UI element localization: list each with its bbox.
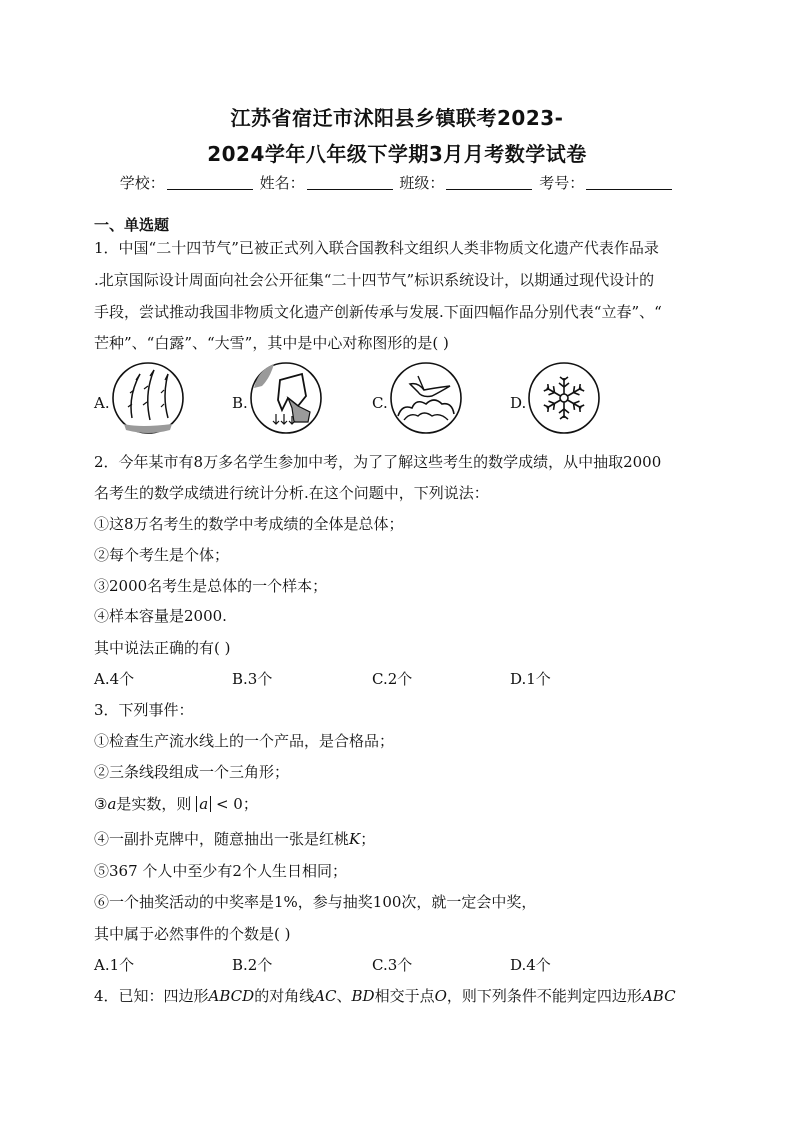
- q3-event: ②三条线段组成一个三角形；: [94, 763, 290, 781]
- q3-event3-text: 是实数，则: [116, 795, 192, 813]
- mangzhong-emblem-image[interactable]: [248, 360, 324, 436]
- name-label: 姓名：: [259, 174, 305, 192]
- q1-line: 手段，尝试推动我国非物质文化遗产创新传承与发展.下面四幅作品分别代表“立春”、“: [94, 303, 662, 321]
- q2-question: 其中说法正确的有( ): [94, 639, 231, 657]
- q4-text: 、: [336, 987, 352, 1005]
- q2-statement: ③2000名考生是总体的一个样本；: [94, 577, 328, 595]
- abs-variable: a: [199, 795, 209, 813]
- exam-number-label: 考号：: [539, 174, 585, 192]
- exam-number-blank[interactable]: [586, 175, 672, 190]
- q2-option-b[interactable]: B.3个: [232, 670, 273, 688]
- q2-statement: ②每个考生是个体；: [94, 546, 230, 564]
- lichun-emblem-image[interactable]: [110, 360, 186, 436]
- q3-event: ⑥一个抽奖活动的中奖率是1%，参与抽奖100次，就一定会中奖，: [94, 893, 537, 911]
- q1-line: 芒种”、“白露”、“大雪”，其中是中心对称图形的是( ): [94, 334, 449, 352]
- q3-option-a[interactable]: A.1个: [94, 956, 135, 974]
- q3-event4-text: ④一副扑克牌中，随意抽出一张是红桃: [94, 830, 350, 848]
- exam-title-line2: 2024学年八年级下学期3月月考数学试卷: [207, 142, 587, 166]
- q4-text: ，则下列条件不能判定四边形: [446, 987, 642, 1005]
- q3-event: [94, 794, 258, 814]
- class-blank[interactable]: [446, 175, 532, 190]
- q1-option-d-label: D.: [510, 394, 527, 412]
- q3-event4-suffix: ；: [360, 830, 376, 848]
- q4-text: 4．已知：四边形: [94, 987, 209, 1005]
- q4-point-o: O: [434, 987, 447, 1005]
- school-blank[interactable]: [167, 175, 253, 190]
- q4-diagonal-bd: BD: [351, 987, 375, 1005]
- q4-text: 的对角线: [254, 987, 315, 1005]
- name-blank[interactable]: [307, 175, 393, 190]
- q1-option-c-label: C.: [372, 394, 388, 412]
- q1-line: 1．中国“二十四节气”已被正式列入联合国教科文组织人类非物质文化遗产代表作品录: [94, 239, 659, 257]
- q3-event: ⑤367 个人中至少有2个人生日相同；: [94, 862, 347, 880]
- q2-option-d[interactable]: D.1个: [510, 670, 551, 688]
- student-info-row: [0, 172, 794, 193]
- q4-quadrilateral-var: ABCD: [208, 987, 255, 1005]
- q4-quadrilateral-var-truncated: ABC: [641, 987, 676, 1005]
- q3-option-d[interactable]: D.4个: [510, 956, 551, 974]
- daxue-snowflake-emblem-image[interactable]: [526, 360, 602, 436]
- q2-statement: ①这8万名考生的数学中考成绩的全体是总体；: [94, 515, 404, 533]
- bailu-emblem-image[interactable]: [388, 360, 464, 436]
- q2-line: 2．今年某市有8万多名学生参加中考，为了了解这些考生的数学成绩，从中抽取2000: [94, 453, 662, 471]
- q3-event4-variable: K: [349, 830, 361, 848]
- q3-intro: 3．下列事件：: [94, 701, 194, 719]
- class-label: 班级：: [399, 174, 445, 192]
- q3-event3-variable: a: [107, 795, 117, 813]
- exam-title-line1: 江苏省宿迁市沭阳县乡镇联考2023-: [230, 106, 564, 130]
- q3-option-b[interactable]: B.2个: [232, 956, 273, 974]
- q4-diagonal-ac: AC: [314, 987, 337, 1005]
- q2-line: 名考生的数学成绩进行统计分析.在这个问题中，下列说法：: [94, 484, 489, 502]
- q3-event3-suffix: < 0；: [215, 795, 258, 813]
- q4-text: 相交于点: [374, 987, 435, 1005]
- section-heading: 一、单选题: [94, 216, 170, 234]
- q1-option-a-label: A.: [94, 394, 110, 412]
- q2-option-c[interactable]: C.2个: [372, 670, 413, 688]
- q3-event: [94, 829, 375, 849]
- q3-event: ①检查生产流水线上的一个产品，是合格品；: [94, 732, 395, 750]
- q4-line: [94, 986, 676, 1006]
- school-label: 学校：: [119, 174, 165, 192]
- q1-option-b-label: B.: [232, 394, 248, 412]
- q2-option-a[interactable]: A.4个: [94, 670, 135, 688]
- q3-question: 其中属于必然事件的个数是( ): [94, 925, 291, 943]
- q2-statement: ④样本容量是2000.: [94, 607, 227, 625]
- q3-option-c[interactable]: C.3个: [372, 956, 413, 974]
- absolute-value-expression: [196, 796, 211, 812]
- q3-event3-prefix: ③: [94, 795, 108, 813]
- q1-line: .北京国际设计周面向社会公开征集“二十四节气”标识系统设计，以期通过现代设计的: [94, 271, 655, 289]
